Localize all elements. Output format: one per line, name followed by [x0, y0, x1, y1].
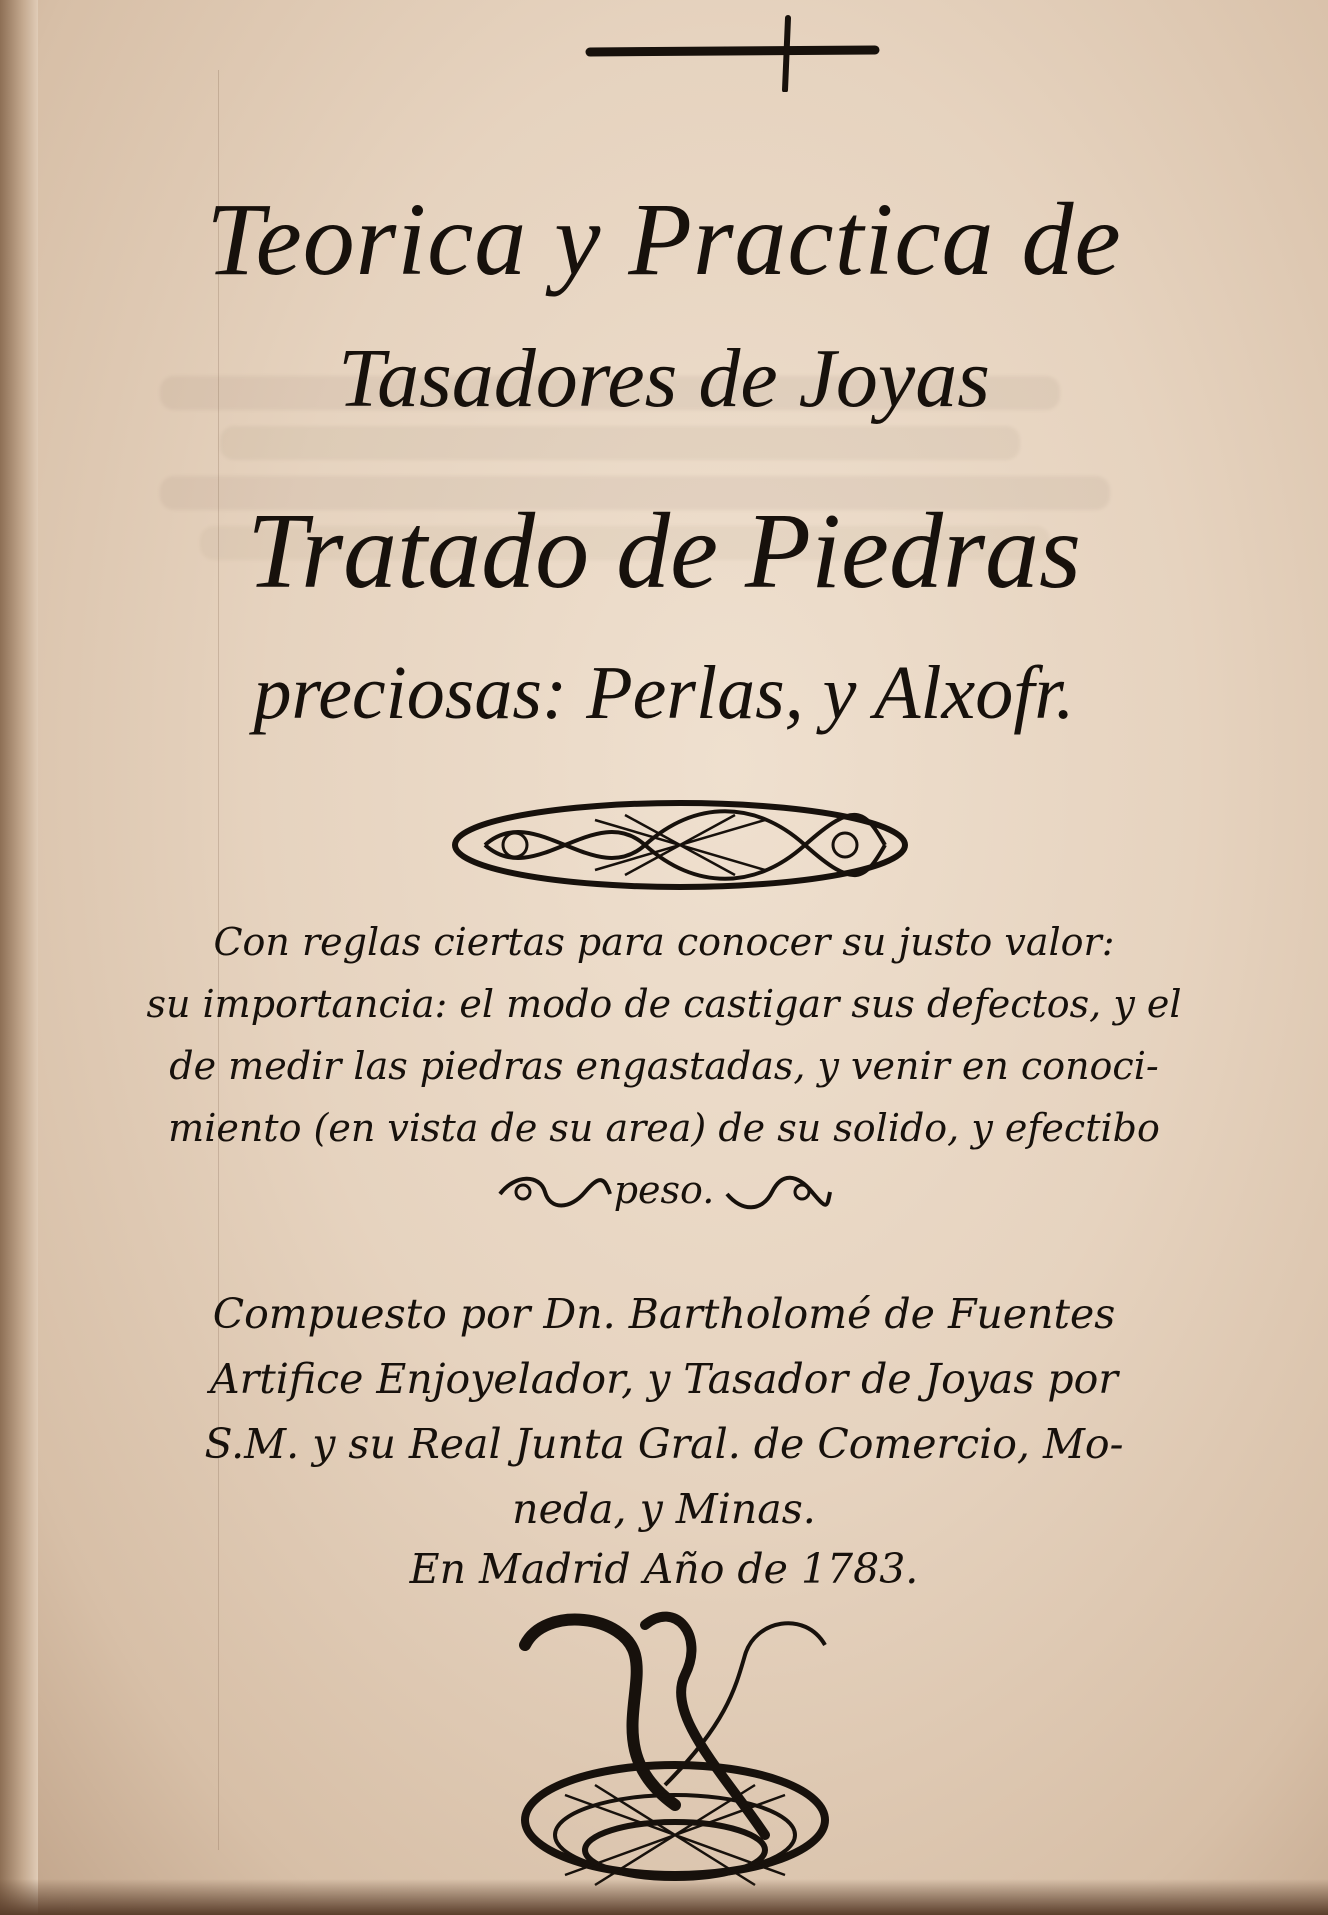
title-line-3: Tratado de Piedras — [246, 492, 1082, 611]
author-line-2: Artifice Enjoyelador, y Tasador de Joyas por — [210, 1355, 1118, 1403]
calligraphic-tailpiece-icon — [505, 1605, 845, 1905]
page-bottom-edge — [0, 1879, 1328, 1915]
cross-mark-icon — [585, 12, 885, 92]
description-line-3: de medir las piedras engastadas, y venir en conoci- — [169, 1044, 1159, 1088]
title-line-2: Tasadores de Joyas — [338, 332, 990, 425]
small-flourish-right-icon — [722, 1172, 832, 1212]
title-line-4: preciosas: Perlas, y Alxofr. — [253, 651, 1075, 735]
imprint-line: En Madrid Año de 1783. — [409, 1545, 919, 1593]
author-line-1: Compuesto por Dn. Bartholomé de Fuentes — [212, 1290, 1116, 1338]
title-line-1: Teorica y Practica de — [206, 182, 1122, 297]
description-line-1: Con reglas ciertas para conocer su justo valor: — [213, 920, 1115, 964]
author-line-4: neda, y Minas. — [512, 1485, 816, 1533]
flourish-ornament-icon — [445, 790, 915, 900]
description-line-5: peso. — [613, 1168, 715, 1212]
description-line-4: miento (en vista de su area) de su solido, y efectibo — [168, 1106, 1160, 1150]
description-line-2: su importancia: el modo de castigar sus defectos, y el — [146, 982, 1182, 1026]
author-line-3: S.M. y su Real Junta Gral. de Comercio, Mo- — [204, 1420, 1124, 1468]
